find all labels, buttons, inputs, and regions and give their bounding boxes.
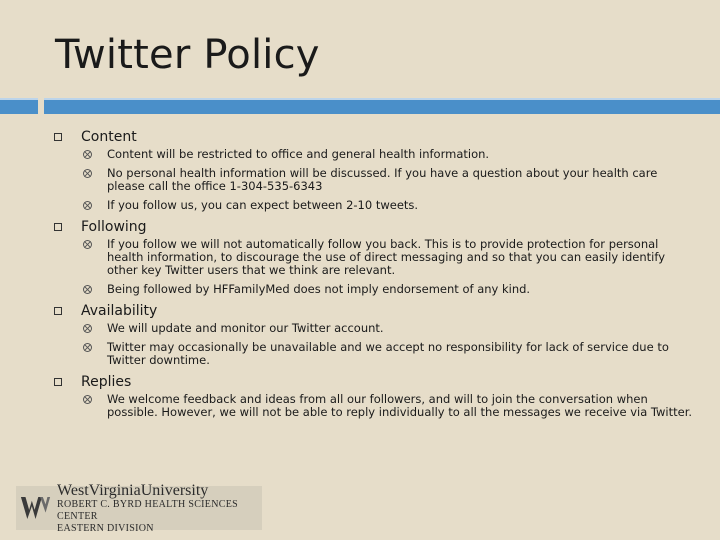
list-item [82, 322, 694, 335]
circle-x-bullet-icon [83, 285, 92, 294]
list-item [82, 167, 694, 193]
section-content [54, 128, 694, 212]
logo-center-name: ROBERT C. BYRD HEALTH SCIENCES CENTER [57, 498, 238, 522]
university-logo [16, 481, 262, 534]
bullet-list [82, 238, 694, 296]
square-bullet-icon [54, 307, 62, 315]
list-item [82, 148, 694, 161]
circle-x-bullet-icon [83, 324, 92, 333]
list-item [82, 283, 694, 296]
circle-x-bullet-icon [83, 169, 92, 178]
list-item [82, 341, 694, 367]
circle-x-bullet-icon [83, 201, 92, 210]
title-divider [0, 98, 720, 118]
list-item-text: We will update and monitor our Twitter account. [107, 321, 384, 335]
circle-x-bullet-icon [83, 240, 92, 249]
section-heading: Content [81, 129, 137, 145]
square-bullet-icon [54, 223, 62, 231]
bullet-list [82, 148, 694, 212]
section-following [54, 218, 694, 296]
list-item [82, 238, 694, 277]
list-item-text: We welcome feedback and ideas from all our followers, and will to join the conversation when possible. However, we will not be able to reply individually to all the messages we receive via Twitter. [107, 392, 693, 419]
bullet-list [82, 393, 694, 419]
section-heading: Replies [81, 374, 132, 390]
list-item-text: Content will be restricted to office and general health information. [107, 147, 490, 161]
list-item-text: Being followed by HFFamilyMed does not imply endorsement of any kind. [107, 282, 531, 296]
wv-logo-icon [20, 493, 51, 523]
circle-x-bullet-icon [83, 343, 92, 352]
list-item-text: If you follow we will not automatically follow you back. This is to provide protection for personal health information, to discourage the use of direct messaging and so that you can easily identify other key Twitter users that we think are relevant. [107, 237, 666, 277]
section-heading: Following [81, 219, 147, 235]
page-title: Twitter Policy [55, 32, 320, 78]
section-replies [54, 373, 694, 419]
section-availability [54, 302, 694, 367]
square-bullet-icon [54, 133, 62, 141]
bullet-list [82, 322, 694, 367]
circle-x-bullet-icon [83, 150, 92, 159]
policy-content [54, 128, 694, 425]
list-item-text: If you follow us, you can expect between 2-10 tweets. [107, 198, 419, 212]
list-item-text: Twitter may occasionally be unavailable and we accept no responsibility for lack of service due to Twitter downtime. [107, 340, 669, 367]
list-item [82, 199, 694, 212]
square-bullet-icon [54, 378, 62, 386]
list-item [82, 393, 694, 419]
logo-division-name: EASTERN DIVISION [57, 522, 154, 534]
list-item-text: No personal health information will be discussed. If you have a question about your health care please call the office 1-304-535-6343 [107, 166, 658, 193]
logo-university-name: WestVirginiaUniversity [57, 481, 209, 499]
section-heading: Availability [81, 303, 158, 319]
circle-x-bullet-icon [83, 395, 92, 404]
